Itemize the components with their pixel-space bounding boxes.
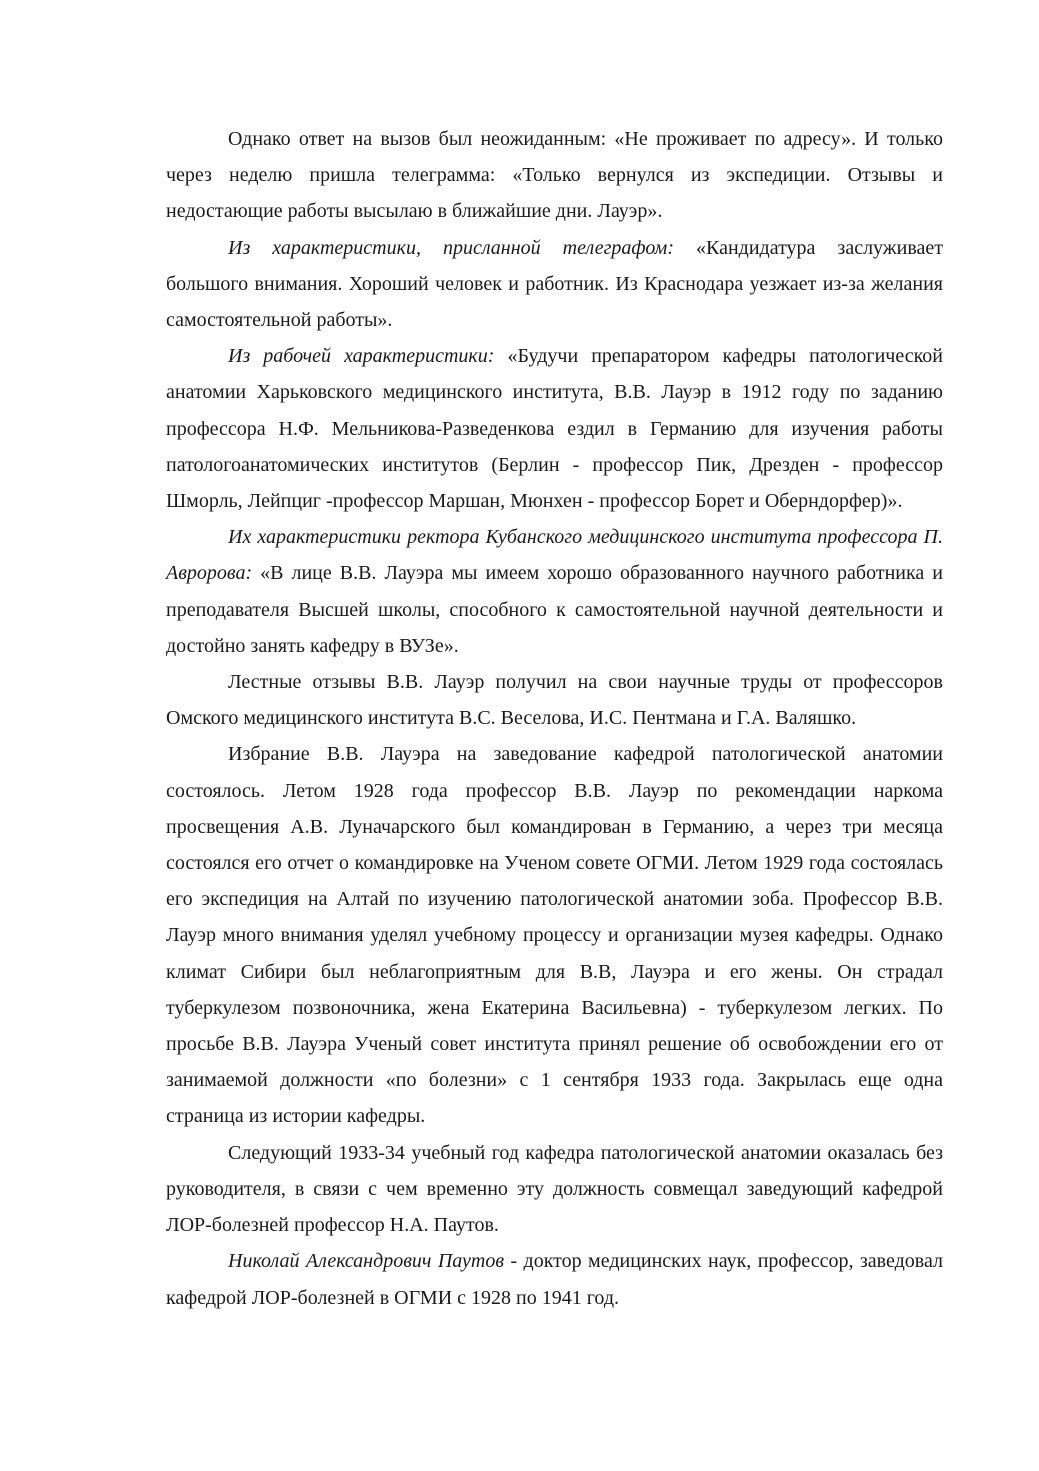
paragraph-3-text: «Будучи препаратором кафедры патологической анатомии Харьковского медицинского института, В.В. Лауэр в 1912 году по заданию профессора Н.Ф. Мельникова-Разведенкова ездил в Германию для изучения работы патологоанатомических институтов (Берлин - профессор Пик, Дрезден - профессор Шморль, Лейпциг -профессор Маршан, Мюнхен - профессор Борет и Оберндорфер)».	[166, 345, 943, 513]
paragraph-1	[166, 121, 943, 230]
paragraph-2-intro: Из характеристики, присланной телеграфом:	[228, 236, 674, 259]
paragraph-4	[166, 519, 943, 664]
paragraph-3	[166, 338, 943, 519]
paragraph-5	[166, 664, 943, 736]
paragraph-5-text: Лестные отзывы В.В. Лауэр получил на свои научные труды от профессоров Омского медицинского института В.С. Веселова, И.С. Пентмана и Г.А. Валяшко.	[166, 671, 943, 730]
paragraph-8-text: - доктор медицинских наук, профессор, заведовал кафедрой ЛОР-болезней в ОГМИ с 1928 по 1941 год.	[166, 1250, 944, 1309]
paragraph-2-text: «Кандидатура заслуживает большого внимания. Хороший человек и работник. Из Краснодара уезжает из-за желания самостоятельной работы».	[166, 236, 943, 332]
paragraph-4-intro: Их характеристики ректора Кубанского медицинского института профессора П. Авророва:	[166, 526, 943, 585]
paragraph-7-text: Следующий 1933-34 учебный год кафедра патологической анатомии оказалась без руководителя, в связи с чем временно эту должность совмещал заведующий кафедрой ЛОР-болезней профессор Н.А. Паутов.	[166, 1141, 943, 1237]
document-page	[166, 121, 943, 1316]
paragraph-6-text: Избрание В.В. Лауэра на заведование кафедрой патологической анатомии состоялось. Летом 1928 года профессор В.В. Лауэр по рекомендации наркома просвещения А.В. Луначарского был командирован в Германию, а через три месяца состоялся его отчет о командировке на Ученом совете ОГМИ. Летом 1929 года состоялась его экспедиция на Алтай по изучению патологической анатомии зоба. Профессор В.В. Лауэр много внимания уделял учебному процессу и организации музея кафедры. Однако климат Сибири был неблагоприятным для В.В, Лауэра и его жены. Он страдал туберкулезом позвоночника, жена Екатерина Васильевна) - туберкулезом легких. По просьбе В.В. Лауэра Ученый совет института принял решение об освобождении его от занимаемой должности «по болезни» с 1 сентября 1933 года. Закрылась еще одна страница из истории кафедры.	[166, 743, 943, 1128]
paragraph-4-text: «В лице В.В. Лауэра мы имеем хорошо образованного научного работника и преподавателя Высшей школы, способного к самостоятельной научной деятельности и достойно занять кафедру в ВУЗе».	[166, 562, 943, 657]
paragraph-8-intro: Николай Александрович Паутов	[228, 1250, 505, 1273]
paragraph-6	[166, 736, 943, 1134]
paragraph-7	[166, 1135, 943, 1244]
paragraph-1-text: Однако ответ на вызов был неожиданным: «Не проживает по адресу». И только через неделю пришла телеграмма: «Только вернулся из экспедиции. Отзывы и недостающие работы высылаю в ближайшие дни. Лауэр».	[166, 128, 943, 223]
paragraph-3-intro: Из рабочей характеристики:	[228, 345, 495, 368]
paragraph-2	[166, 230, 943, 339]
paragraph-8	[166, 1243, 943, 1315]
